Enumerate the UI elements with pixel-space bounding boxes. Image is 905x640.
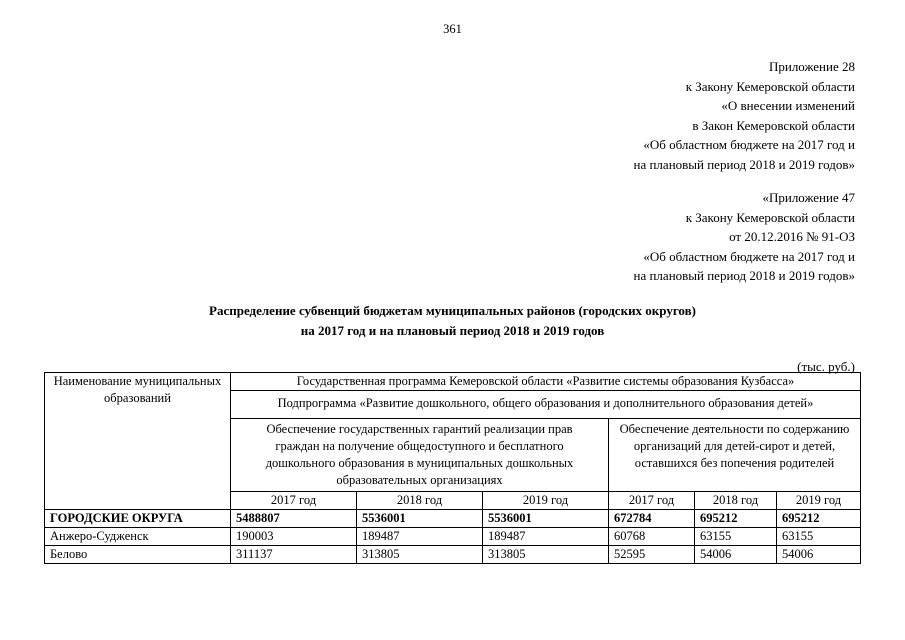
appendix-line: на плановый период 2018 и 2019 годов»	[633, 156, 855, 172]
header-subprogram: Подпрограмма «Развитие дошкольного, общего образования и дополнительного образования детей»	[231, 391, 861, 419]
appendix-line: на плановый период 2018 и 2019 годов»	[633, 268, 855, 283]
year-header: 2018 год	[357, 492, 483, 510]
header-group-preschool: Обеспечение государственных гарантий реализации прав граждан на получение общедоступного и бесплатного дошкольного образования в муниципальных дошкольных образовательных организациях	[231, 419, 609, 492]
table-row	[45, 546, 861, 564]
header-municipality-name: Наименование муниципальных образований	[45, 373, 231, 510]
appendix-line: в Закон Кемеровской области	[692, 117, 855, 133]
year-header: 2019 год	[777, 492, 861, 510]
cell-value: 63155	[777, 528, 861, 546]
cell-value: 5488807	[231, 510, 357, 528]
cell-value: 52595	[609, 546, 695, 564]
header-program: Государственная программа Кемеровской области «Развитие системы образования Кузбасса»	[231, 373, 861, 391]
appendix-line: «Об областном бюджете на 2017 год и	[643, 137, 855, 152]
table-row	[45, 528, 861, 546]
appendix-line: к Закону Кемеровской области	[685, 78, 855, 94]
cell-value: 311137	[231, 546, 357, 564]
title-line-1: Распределение субвенций бюджетам муниципальных районов (городских округов)	[209, 303, 696, 318]
cell-value: 313805	[357, 546, 483, 564]
cell-value: 190003	[231, 528, 357, 546]
year-header: 2018 год	[695, 492, 777, 510]
appendix-line: от 20.12.2016 № 91-ОЗ	[729, 229, 855, 244]
appendix-47-header	[634, 188, 856, 286]
units-label: (тыс. руб.)	[797, 359, 855, 374]
year-header: 2019 год	[483, 492, 609, 510]
row-name: Анжеро-Судженск	[45, 528, 231, 546]
year-header: 2017 год	[609, 492, 695, 510]
appendix-line: «Приложение 47	[762, 190, 855, 205]
row-name: Белово	[45, 546, 231, 564]
cell-value: 60768	[609, 528, 695, 546]
table-row	[45, 510, 861, 528]
cell-value: 189487	[483, 528, 609, 546]
page-number: 361	[443, 22, 462, 36]
subsidy-table	[44, 372, 861, 564]
appendix-line: «Об областном бюджете на 2017 год и	[643, 248, 855, 264]
cell-value: 695212	[695, 510, 777, 528]
appendix-line: Приложение 28	[768, 59, 855, 74]
appendix-line: «О внесении изменений	[721, 98, 855, 113]
header-group-orphans: Обеспечение деятельности по содержанию организаций для детей-сирот и детей, оставшихся без попечения родителей	[609, 419, 861, 492]
cell-value: 189487	[357, 528, 483, 546]
title-line-2: на 2017 год и на плановый период 2018 и 2019 годов	[300, 323, 605, 338]
cell-value: 5536001	[357, 510, 483, 528]
cell-value: 5536001	[483, 510, 609, 528]
cell-value: 63155	[695, 528, 777, 546]
appendix-line: к Закону Кемеровской области	[685, 209, 855, 225]
cell-value: 695212	[777, 510, 861, 528]
cell-value: 54006	[777, 546, 861, 564]
cell-value: 54006	[695, 546, 777, 564]
year-header: 2017 год	[231, 492, 357, 510]
document-title	[0, 301, 905, 341]
row-name: ГОРОДСКИЕ ОКРУГА	[45, 510, 231, 528]
cell-value: 313805	[483, 546, 609, 564]
appendix-28-header	[634, 57, 856, 174]
cell-value: 672784	[609, 510, 695, 528]
